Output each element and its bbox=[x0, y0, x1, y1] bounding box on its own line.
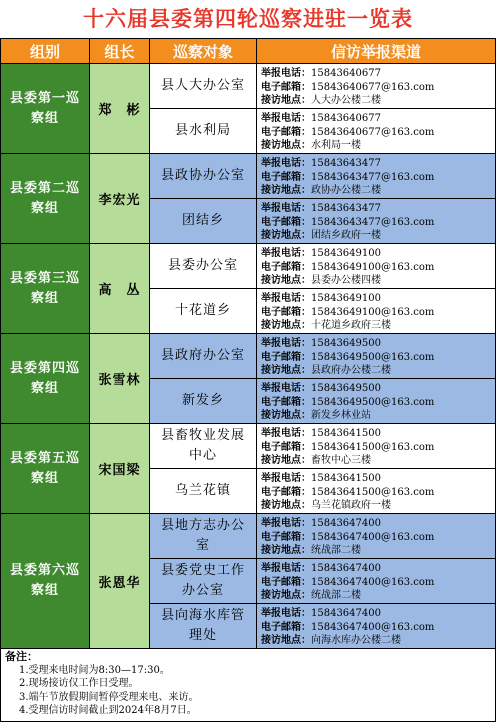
phone-line bbox=[261, 202, 495, 216]
inspection-target: 县委办公室 bbox=[150, 244, 257, 289]
inspection-target: 县人大办公室 bbox=[150, 64, 257, 109]
address-line-value: 乌兰花镇政府一楼 bbox=[311, 500, 391, 511]
phone-line-label: 举报电话： bbox=[261, 563, 311, 574]
email-line-label: 电子邮箱： bbox=[261, 171, 311, 183]
email-line[interactable] bbox=[261, 486, 495, 500]
email-line[interactable] bbox=[261, 306, 495, 320]
address-line bbox=[261, 544, 495, 558]
address-line bbox=[261, 184, 495, 198]
email-line-value[interactable]: 15843649500@163.com bbox=[311, 351, 435, 363]
email-line[interactable] bbox=[261, 441, 495, 455]
report-channel bbox=[257, 514, 496, 559]
email-line-label: 电子邮箱： bbox=[261, 441, 311, 453]
inspection-target: 县水利局 bbox=[150, 109, 257, 154]
inspection-target: 县政府办公室 bbox=[150, 334, 257, 379]
group-name: 县委第四巡察组 bbox=[10, 360, 81, 396]
phone-line-value: 15843643477 bbox=[311, 203, 381, 214]
group-leader: 宋国梁 bbox=[90, 424, 150, 514]
address-line-value: 团结乡政府一楼 bbox=[311, 230, 381, 241]
phone-line-value: 15843640677 bbox=[311, 113, 381, 124]
address-line bbox=[261, 634, 495, 648]
email-line[interactable] bbox=[261, 126, 495, 140]
inspection-target: 县向海水库管理处 bbox=[150, 604, 257, 649]
address-line-label: 接访地点： bbox=[261, 320, 311, 331]
email-line-label: 电子邮箱： bbox=[261, 576, 311, 588]
header-target: 巡察对象 bbox=[150, 38, 257, 64]
email-line[interactable] bbox=[261, 576, 495, 590]
phone-line-label: 举报电话： bbox=[261, 338, 311, 349]
email-line-value[interactable]: 15843643477@163.com bbox=[311, 216, 435, 228]
inspection-target: 县畜牧业发展中心 bbox=[150, 424, 257, 469]
report-channel bbox=[257, 109, 496, 154]
address-line-value: 向海水库办公楼二楼 bbox=[311, 635, 401, 646]
phone-line bbox=[261, 472, 495, 486]
inspection-target: 新发乡 bbox=[150, 379, 257, 424]
address-line bbox=[261, 94, 495, 108]
address-line-value: 统战部二楼 bbox=[311, 590, 361, 601]
phone-line-value: 15843647400 bbox=[311, 563, 381, 574]
address-line-label: 接访地点： bbox=[261, 230, 311, 241]
report-channel bbox=[257, 559, 496, 604]
inspection-target: 团结乡 bbox=[150, 199, 257, 244]
email-line-value[interactable]: 15843647400@163.com bbox=[311, 531, 435, 543]
email-line[interactable] bbox=[261, 261, 495, 275]
report-channel bbox=[257, 154, 496, 199]
phone-line-value: 15843641500 bbox=[311, 473, 381, 484]
page-title: 十六届县委第四轮巡察进驻一览表 bbox=[0, 0, 496, 38]
address-line-label: 接访地点： bbox=[261, 185, 311, 196]
phone-line bbox=[261, 517, 495, 531]
address-line-label: 接访地点： bbox=[261, 545, 311, 556]
phone-line-value: 15843649500 bbox=[311, 383, 381, 394]
note-item: 3.端午节放假期间暂停受理来电、来访。 bbox=[19, 691, 199, 703]
email-line-value[interactable]: 15843640677@163.com bbox=[311, 126, 435, 138]
group-leader: 张恩华 bbox=[90, 514, 150, 649]
phone-line bbox=[261, 382, 495, 396]
inspection-target: 县地方志办公室 bbox=[150, 514, 257, 559]
phone-line-value: 15843647400 bbox=[311, 518, 381, 529]
header-channel: 信访举报渠道 bbox=[257, 38, 496, 64]
table-header bbox=[0, 38, 496, 64]
email-line[interactable] bbox=[261, 621, 495, 635]
phone-line-value: 15843647400 bbox=[311, 608, 381, 619]
phone-line bbox=[261, 112, 495, 126]
report-channel bbox=[257, 244, 496, 289]
email-line[interactable] bbox=[261, 351, 495, 365]
report-channel bbox=[257, 424, 496, 469]
phone-line bbox=[261, 607, 495, 621]
group-cell bbox=[0, 64, 90, 154]
email-line[interactable] bbox=[261, 531, 495, 545]
group-name: 县委第二巡察组 bbox=[10, 180, 81, 216]
group-name: 县委第六巡察组 bbox=[10, 563, 81, 598]
phone-line bbox=[261, 337, 495, 351]
email-line-label: 电子邮箱： bbox=[261, 396, 311, 408]
phone-line-label: 举报电话： bbox=[261, 248, 311, 259]
email-line-label: 电子邮箱： bbox=[261, 126, 311, 138]
address-line-label: 接访地点： bbox=[261, 140, 311, 151]
inspection-target: 县委党史工作办公室 bbox=[150, 559, 257, 604]
email-line-value[interactable]: 15843647400@163.com bbox=[311, 621, 435, 633]
report-channel bbox=[257, 334, 496, 379]
note-item: 2.现场接访仅工作日受理。 bbox=[19, 678, 139, 689]
table-left-border bbox=[0, 38, 1, 648]
report-channel bbox=[257, 604, 496, 649]
notes-title: 备注： bbox=[5, 650, 38, 663]
address-line-value: 县委办公楼四楼 bbox=[311, 275, 381, 286]
phone-line bbox=[261, 427, 495, 441]
group-name: 县委第一巡察组 bbox=[10, 90, 81, 126]
phone-line-value: 15843649100 bbox=[311, 248, 381, 259]
phone-line-value: 15843643477 bbox=[311, 158, 381, 169]
email-line[interactable] bbox=[261, 81, 495, 95]
email-line-value[interactable]: 15843649100@163.com bbox=[311, 261, 435, 273]
email-line[interactable] bbox=[261, 216, 495, 230]
report-channel bbox=[257, 379, 496, 424]
email-line-value[interactable]: 15843643477@163.com bbox=[311, 171, 435, 183]
phone-line-label: 举报电话： bbox=[261, 113, 311, 124]
address-line-value: 水利局一楼 bbox=[311, 140, 361, 151]
address-line bbox=[261, 274, 495, 288]
phone-line-value: 15843640677 bbox=[311, 68, 381, 79]
group-name: 县委第五巡察组 bbox=[10, 450, 81, 486]
email-line-value[interactable]: 15843640677@163.com bbox=[311, 81, 435, 93]
address-line-label: 接访地点： bbox=[261, 95, 311, 106]
report-channel bbox=[257, 199, 496, 244]
report-channel bbox=[257, 289, 496, 334]
address-line bbox=[261, 499, 495, 513]
report-channel bbox=[257, 469, 496, 514]
phone-line-label: 举报电话： bbox=[261, 203, 311, 214]
address-line bbox=[261, 139, 495, 153]
inspection-target: 乌兰花镇 bbox=[150, 469, 257, 514]
inspection-target: 十花道乡 bbox=[150, 289, 257, 334]
address-line-value: 新发乡林业站 bbox=[311, 410, 371, 421]
email-line-label: 电子邮箱： bbox=[261, 531, 311, 543]
email-line-value[interactable]: 15843647400@163.com bbox=[311, 576, 435, 588]
phone-line bbox=[261, 247, 495, 261]
phone-line bbox=[261, 157, 495, 171]
address-line-value: 十花道乡政府三楼 bbox=[311, 320, 391, 331]
group-cell bbox=[0, 154, 90, 244]
address-line bbox=[261, 409, 495, 423]
group-cell bbox=[0, 514, 90, 649]
phone-line-label: 举报电话： bbox=[261, 383, 311, 394]
note-item: 1.受理来电时间为8:30—17:30。 bbox=[19, 664, 170, 676]
phone-line-label: 举报电话： bbox=[261, 518, 311, 529]
address-line bbox=[261, 589, 495, 603]
header-leader: 组长 bbox=[90, 38, 150, 64]
phone-line-label: 举报电话： bbox=[261, 293, 311, 304]
address-line-label: 接访地点： bbox=[261, 455, 311, 466]
address-line-value: 县政府办公楼二楼 bbox=[311, 365, 391, 376]
address-line-value: 政协办公楼二楼 bbox=[311, 185, 381, 196]
email-line-label: 电子邮箱： bbox=[261, 81, 311, 93]
address-line-label: 接访地点： bbox=[261, 410, 311, 421]
email-line-label: 电子邮箱： bbox=[261, 306, 311, 318]
address-line-value: 畜牧中心三楼 bbox=[311, 455, 371, 466]
phone-line-value: 15843649100 bbox=[311, 293, 381, 304]
email-line-label: 电子邮箱： bbox=[261, 216, 311, 228]
address-line bbox=[261, 319, 495, 333]
group-cell bbox=[0, 334, 90, 424]
phone-line-label: 举报电话： bbox=[261, 473, 311, 484]
phone-line bbox=[261, 67, 495, 81]
note-item: 4.受理信访时间截止到2024年8月7日。 bbox=[19, 705, 197, 716]
phone-line-value: 15843641500 bbox=[311, 428, 381, 439]
group-name: 县委第三巡察组 bbox=[10, 270, 81, 306]
address-line-label: 接访地点： bbox=[261, 500, 311, 511]
address-line-label: 接访地点： bbox=[261, 590, 311, 601]
email-line-label: 电子邮箱： bbox=[261, 486, 311, 498]
phone-line bbox=[261, 562, 495, 576]
email-line-value[interactable]: 15843641500@163.com bbox=[311, 486, 435, 498]
email-line-label: 电子邮箱： bbox=[261, 621, 311, 633]
address-line-label: 接访地点： bbox=[261, 365, 311, 376]
address-line-label: 接访地点： bbox=[261, 275, 311, 286]
address-line-value: 人大办公楼二楼 bbox=[311, 95, 381, 106]
email-line-value[interactable]: 15843649500@163.com bbox=[311, 396, 435, 408]
address-line bbox=[261, 454, 495, 468]
phone-line-value: 15843649500 bbox=[311, 338, 381, 349]
email-line-label: 电子邮箱： bbox=[261, 351, 311, 363]
address-line-label: 接访地点： bbox=[261, 635, 311, 646]
group-leader: 李宏光 bbox=[90, 154, 150, 244]
email-line-value[interactable]: 15843641500@163.com bbox=[311, 441, 435, 453]
group-cell bbox=[0, 244, 90, 334]
email-line[interactable] bbox=[261, 171, 495, 185]
group-leader: 郑 彬 bbox=[90, 64, 150, 154]
address-line-value: 统战部二楼 bbox=[311, 545, 361, 556]
notes-section bbox=[0, 648, 496, 722]
phone-line-label: 举报电话： bbox=[261, 158, 311, 169]
email-line-label: 电子邮箱： bbox=[261, 261, 311, 273]
address-line bbox=[261, 364, 495, 378]
report-channel bbox=[257, 64, 496, 109]
header-group: 组别 bbox=[0, 38, 90, 64]
phone-line bbox=[261, 292, 495, 306]
email-line[interactable] bbox=[261, 396, 495, 410]
email-line-value[interactable]: 15843649100@163.com bbox=[311, 306, 435, 318]
phone-line-label: 举报电话： bbox=[261, 608, 311, 619]
phone-line-label: 举报电话： bbox=[261, 428, 311, 439]
address-line bbox=[261, 229, 495, 243]
group-leader: 张雪林 bbox=[90, 334, 150, 424]
inspection-target: 县政协办公室 bbox=[150, 154, 257, 199]
phone-line-label: 举报电话： bbox=[261, 68, 311, 79]
group-cell bbox=[0, 424, 90, 514]
group-leader: 高 丛 bbox=[90, 244, 150, 334]
